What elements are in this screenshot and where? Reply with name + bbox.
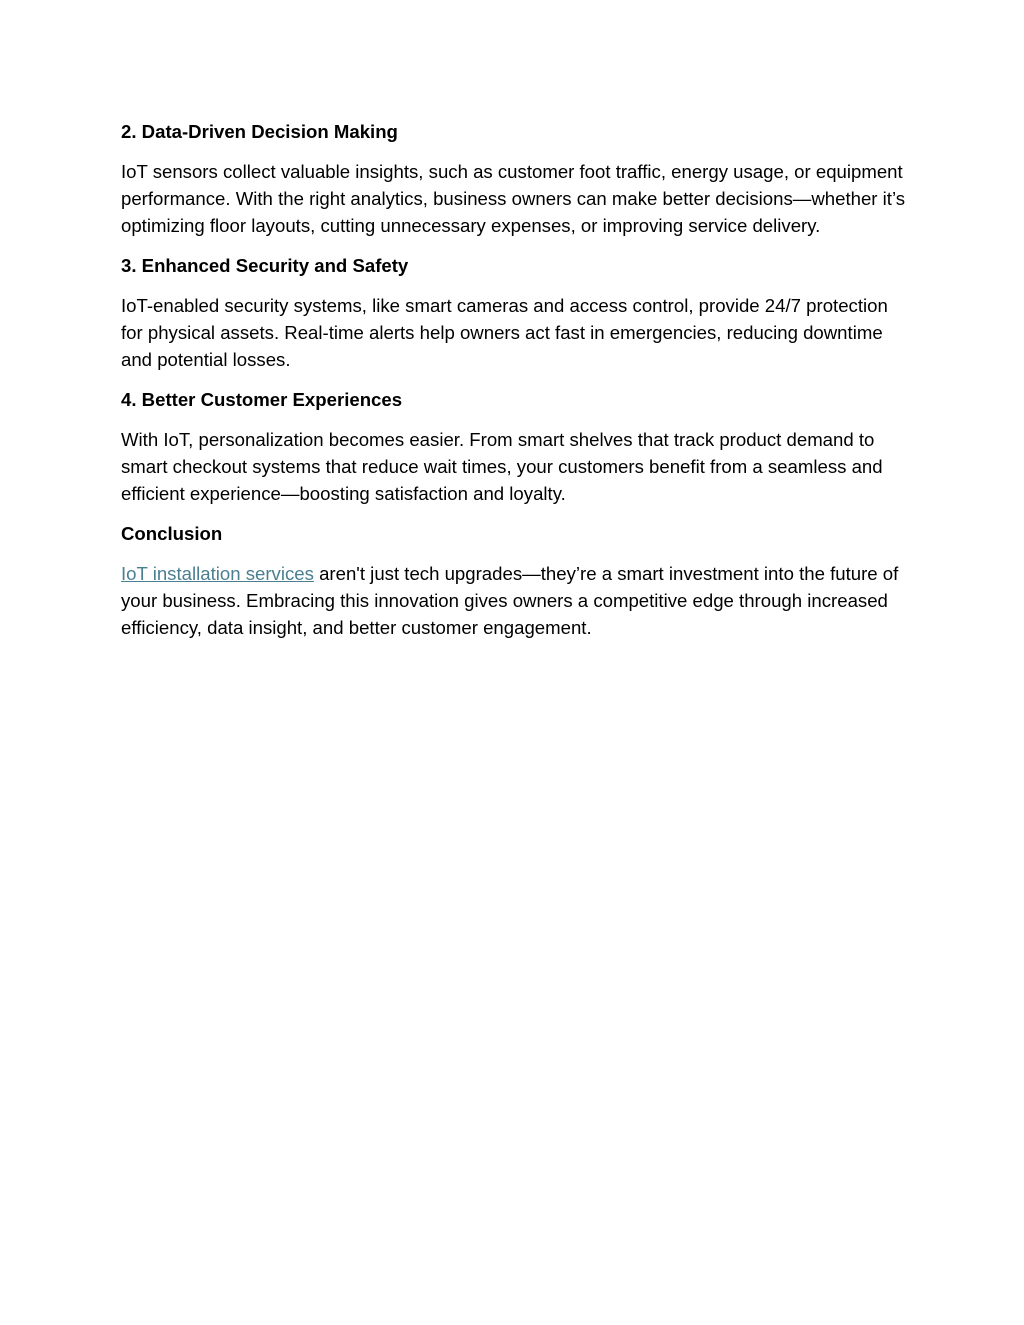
section-data-driven (121, 118, 911, 239)
conclusion-paragraph (121, 560, 911, 641)
document-page (121, 118, 911, 654)
section-heading: 2. Data-Driven Decision Making (121, 121, 398, 142)
section-paragraph: With IoT, personalization becomes easier. From smart shelves that track product demand to smart checkout systems that reduce wait times, your customers benefit from a seamless and efficient experience—boosting satisfaction and loyalty. (121, 429, 883, 504)
section-heading: 3. Enhanced Security and Safety (121, 255, 409, 276)
section-security (121, 252, 911, 373)
conclusion-text: aren't just tech upgrades—they’re a smart investment into the future of your business. Embracing this innovation gives owners a competitive edge through increased efficiency, data insight, and better customer engagement. (121, 563, 899, 638)
section-paragraph: IoT-enabled security systems, like smart cameras and access control, provide 24/7 protection for physical assets. Real-time alerts help owners act fast in emergencies, reducing downtime and potential losses. (121, 295, 888, 370)
section-customer-experiences (121, 386, 911, 507)
conclusion-heading: Conclusion (121, 523, 223, 544)
iot-installation-services-link[interactable]: IoT installation services (121, 563, 314, 584)
section-conclusion (121, 520, 911, 641)
section-heading: 4. Better Customer Experiences (121, 389, 403, 410)
section-paragraph: IoT sensors collect valuable insights, such as customer foot traffic, energy usage, or equipment performance. With the right analytics, business owners can make better decisions—whether it’s optimizing floor layouts, cutting unnecessary expenses, or improving service delivery. (121, 161, 906, 236)
